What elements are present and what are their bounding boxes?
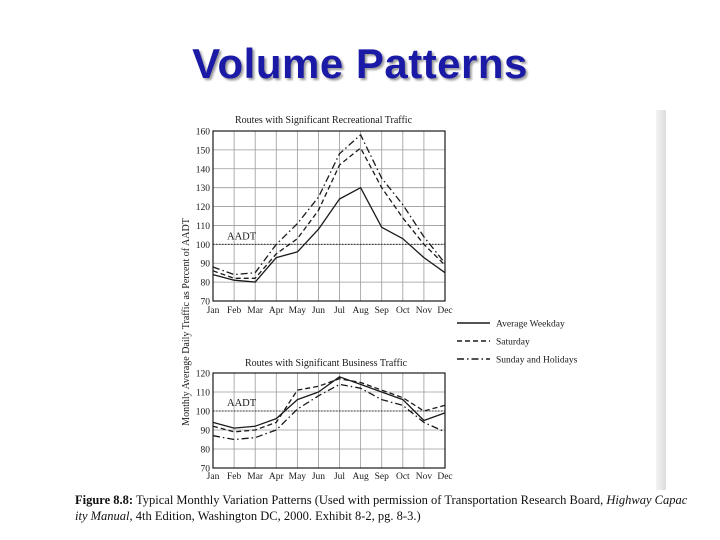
panel-2-aadt-label: AADT [227, 398, 257, 409]
panel-2-x-tick-label: Dec [437, 472, 453, 482]
panel-1-y-tick-label: 100 [195, 240, 210, 251]
panel-1-x-tick-label: Oct [395, 306, 410, 316]
panel-1-x-tick-label: May [288, 306, 307, 316]
panel-2-x-tick-label: Jan [206, 472, 220, 482]
page-edge-shadow [656, 110, 666, 490]
panel-2-x-tick-label: Feb [226, 472, 242, 482]
legend-label: Average Weekday [496, 319, 565, 330]
panel-1-x-tick-label: Feb [226, 306, 242, 316]
panel-1-y-tick-label: 80 [200, 278, 210, 289]
panel-2-y-tick-label: 110 [196, 388, 210, 399]
panel-2-y-tick-label: 120 [195, 369, 210, 380]
figure-caption [75, 492, 688, 524]
panel-1-x-tick-label: Apr [268, 306, 284, 316]
panel-2-x-tick-label: Oct [395, 472, 410, 482]
panel-1-y-tick-label: 130 [195, 184, 210, 195]
panel-2-y-tick-label: 80 [200, 445, 210, 456]
slide-title: Volume Patterns [192, 40, 528, 87]
panel-1-x-tick-label: Jan [206, 306, 220, 316]
panel-1-y-tick-label: 140 [195, 165, 210, 176]
panel-1-aadt-label: AADT [227, 231, 257, 243]
legend-label: Sunday and Holidays [496, 355, 578, 366]
panel-2-frame [213, 373, 445, 468]
panel-2-x-tick-label: Jul [333, 472, 346, 482]
caption-text-2: , 4th Edition, Washington DC, 2000. Exhibit 8-2, pg. 8-3.) [129, 509, 421, 523]
panel-2-y-tick-label: 70 [200, 464, 210, 475]
panel-1-x-tick-label: Jun [311, 306, 326, 316]
panel-1-series-sunday-and-holidays [213, 135, 445, 275]
panel-2-y-tick-label: 90 [200, 426, 210, 437]
panel-1-y-tick-label: 150 [195, 146, 210, 157]
panel-2-y-tick-label: 100 [195, 407, 210, 418]
y-axis-label: Monthly Average Daily Traffic as Percent of AADT [181, 218, 192, 426]
caption-figure-number: Figure 8.8: [75, 493, 134, 507]
panel-2-title: Routes with Significant Business Traffic [245, 358, 408, 369]
panel-2-x-tick-label: Jun [311, 472, 326, 482]
panel-2-x-tick-label: Sep [374, 472, 389, 482]
panel-1-x-tick-label: Dec [437, 306, 453, 316]
panel-2-x-tick-label: Nov [415, 472, 433, 482]
panel-1-x-tick-label: Jul [333, 306, 346, 316]
panel-1-x-tick-label: Aug [352, 306, 369, 316]
panel-1-y-tick-label: 110 [196, 221, 210, 232]
panel-1-y-tick-label: 70 [200, 297, 210, 308]
panel-1-y-tick-label: 90 [200, 259, 210, 270]
panel-1-title: Routes with Significant Recreational Traffic [235, 115, 413, 126]
caption-italic-1: Highway Capac [606, 493, 688, 507]
panel-2-x-tick-label: Apr [268, 472, 284, 482]
panel-1-y-tick-label: 160 [195, 127, 210, 138]
panel-1-x-tick-label: Sep [374, 306, 389, 316]
caption-text-1: Typical Monthly Variation Patterns (Used with permission of Transportation Research Board, [136, 493, 604, 507]
panel-1-x-tick-label: Mar [247, 306, 264, 316]
panel-1-x-tick-label: Nov [415, 306, 433, 316]
panel-2-x-tick-label: Aug [352, 472, 369, 482]
panel-2-x-tick-label: Mar [247, 472, 264, 482]
legend-label: Saturday [496, 337, 530, 348]
panel-2-x-tick-label: May [288, 472, 307, 482]
panel-1-y-tick-label: 120 [195, 203, 210, 214]
caption-italic-2: ity Manual [75, 509, 130, 523]
